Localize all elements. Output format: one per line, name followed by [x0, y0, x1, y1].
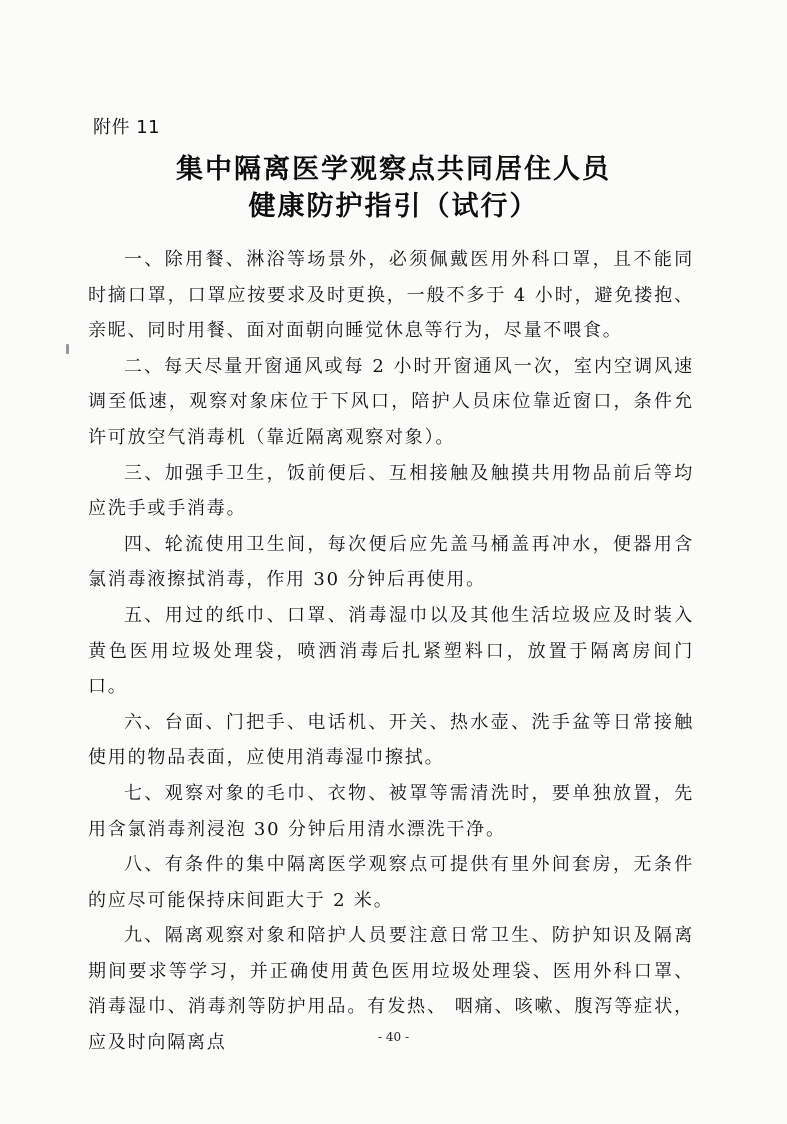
paragraph-1: 一、除用餐、淋浴等场景外，必须佩戴医用外科口罩，且不能同时摘口罩，口罩应按要求及时更换，一般不多于 4 小时，避免搂抱、亲昵、同时用餐、面对面朝向睡觉休息等行为，尽量不喂食。	[88, 249, 694, 342]
paragraph-4: 四、轮流使用卫生间，每次便后应先盖马桶盖再冲水，便器用含氯消毒液擦拭消毒，作用 30 分钟后再使用。	[88, 533, 694, 591]
paragraph-2: 二、每天尽量开窗通风或每 2 小时开窗通风一次，室内空调风速调至低速，观察对象床位于下风口，陪护人员床位靠近窗口，条件允许可放空气消毒机（靠近隔离观察对象）。	[88, 355, 694, 448]
paragraph-6: 六、台面、门把手、电话机、开关、热水壶、洗手盆等日常接触使用的物品表面，应使用消毒湿巾擦拭。	[88, 711, 694, 769]
scan-speck	[66, 344, 69, 354]
paragraph-7: 七、观察对象的毛巾、衣物、被罩等需清洗时，要单独放置，先用含氯消毒剂浸泡 30 分钟后用清水漂洗干净。	[88, 782, 694, 840]
paragraph-8: 八、有条件的集中隔离医学观察点可提供有里外间套房，无条件的应尽可能保持床间距大于 2 米。	[88, 854, 694, 911]
page-title-line-1: 集中隔离医学观察点共同居住人员	[176, 154, 611, 185]
document-body	[88, 242, 694, 1061]
page-number: - 40 -	[377, 1030, 409, 1044]
paragraph-9: 九、隔离观察对象和陪护人员要注意日常卫生、防护知识及隔离期间要求等学习，并正确使用黄色医用垃圾处理袋、医用外科口罩、消毒湿巾、消毒剂等防护用品。有发热、 咽痛、咳嗽、腹泻等症状，应及时向隔离点	[88, 925, 694, 1054]
page-title-line-2: 健康防护指引（试行）	[248, 191, 539, 222]
paragraph-3: 三、加强手卫生，饭前便后、互相接触及触摸共用物品前后等均应洗手或手消毒。	[88, 462, 694, 520]
attachment-label: 附件 11	[93, 117, 161, 138]
paragraph-5: 五、用过的纸巾、口罩、消毒湿巾以及其他生活垃圾应及时装入黄色医用垃圾处理袋，喷洒消毒后扎紧塑料口，放置于隔离房间门口。	[88, 604, 694, 698]
